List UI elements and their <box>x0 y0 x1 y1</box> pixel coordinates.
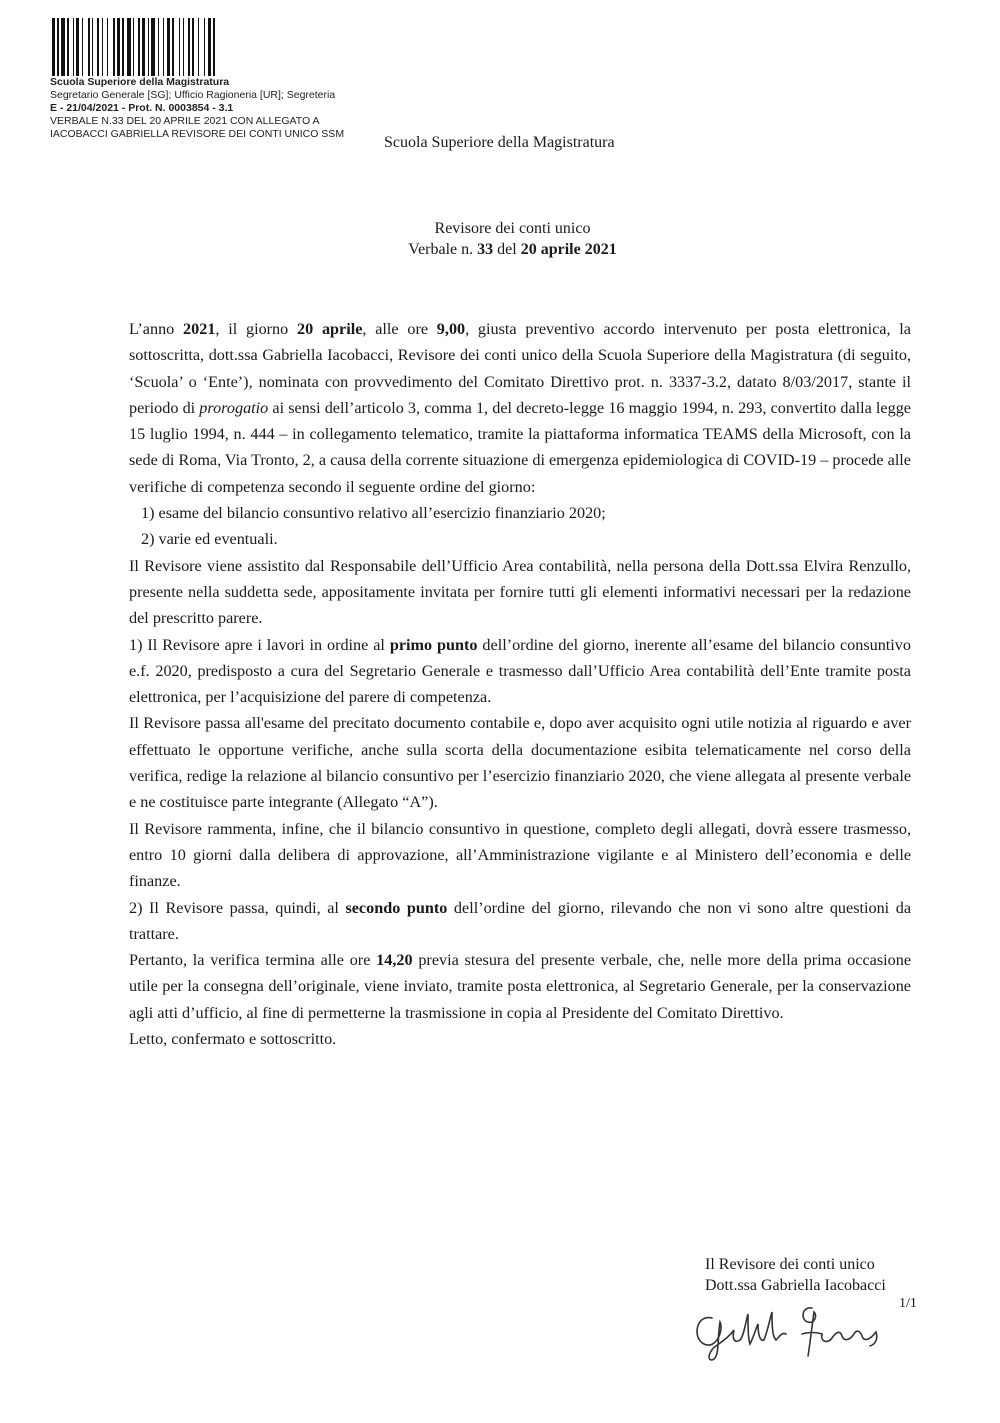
paragraph-conclusion: Pertanto, la verifica termina alle ore 14,20 previa stesura del presente verbale, che, nelle more della prima occasione utile per la consegna dell’originale, viene inviato, tramite posta elettronica, al Segretario Generale, per la conservazione agli atti d’ufficio, al fine di permetterne la trasmissione in copia al Presidente del Comitato Direttivo. <box>129 951 911 1022</box>
stamp-organization: Scuola Superiore della Magistratura <box>50 76 230 88</box>
paragraph-second-point: 2) Il Revisore passa, quindi, al secondo punto dell’ordine del giorno, rilevando che non vi sono altre questioni da trattare. <box>129 898 912 943</box>
signatory-role: Il Revisore dei conti unico <box>705 1256 875 1273</box>
signatory-name: Dott.ssa Gabriella Iacobacci <box>705 1277 886 1294</box>
document-body <box>129 316 911 1052</box>
stamp-offices: Segretario Generale [SG]; Ufficio Ragioneria [UR]; Segreteria <box>50 89 336 101</box>
verbale-number: 33 <box>477 241 494 258</box>
agenda-item-2: 2) varie ed eventuali. <box>141 530 278 549</box>
title-mid: del <box>493 241 521 258</box>
title-verbale <box>340 239 685 260</box>
document-title <box>340 218 685 260</box>
protocol-stamp <box>50 18 390 141</box>
agenda-item-1: 1) esame del bilancio consuntivo relativo all’esercizio finanziario 2020; <box>141 504 606 523</box>
paragraph-closing: Letto, confermato e sottoscritto. <box>129 1030 337 1049</box>
paragraph-transmission: Il Revisore rammenta, infine, che il bilancio consuntivo in questione, completo degli allegati, dovrà essere trasmesso, entro 10 giorni dalla delibera di approvazione, all’Amministrazione vigilante e al Ministero dell’economia e delle finanze. <box>129 819 911 891</box>
paragraph-assistance: Il Revisore viene assistito dal Responsabile dell’Ufficio Area contabilità, nella persona della Dott.ssa Elvira Renzullo, presente nella suddetta sede, appositamente invitata per fornire tutti gli elementi informativi necessari per la redazione del prescritto parere. <box>129 556 911 628</box>
barcode-icon <box>50 18 378 76</box>
stamp-protocol-number: E - 21/04/2021 - Prot. N. 0003854 - 3.1 <box>50 102 234 114</box>
verbale-date: 20 aprile 2021 <box>520 241 617 258</box>
page-number: 1/1 <box>899 1296 917 1311</box>
stamp-subject-line-2: IACOBACCI GABRIELLA REVISORE DEI CONTI UNICO SSM <box>50 128 345 140</box>
handwritten-signature <box>690 1300 890 1362</box>
stamp-subject-line-1: VERBALE N.33 DEL 20 APRILE 2021 CON ALLEGATO A <box>50 115 320 127</box>
signatory-block <box>705 1254 886 1296</box>
paragraph-examination: Il Revisore passa all'esame del precitato documento contabile e, dopo aver acquisito ogni utile notizia al riguardo e aver effettuato le opportune verifiche, anche sulla scorta della documentazione esibita telematicamente nel corso della verifica, redige la relazione al bilancio consuntivo per l’esercizio finanziario 2020, che viene allegata al presente verbale e ne costituisce parte integrante (Allegato “A”). <box>129 714 911 812</box>
title-role: Revisore dei conti unico <box>434 220 591 237</box>
paragraph-opening: L’anno 2021, il giorno 20 aprile, alle ore 9,00, giusta preventivo accordo intervenuto per posta elettronica, la sottoscritta, dott.ssa Gabriella Iacobacci, Revisore dei conti unico della Scuola Superiore della Magistratura (di seguito, ‘Scuola’ o ‘Ente’), nominata con provvedimento del Comitato Direttivo prot. n. 3337-3.2, datato 8/03/2017, stante il periodo di prorogatio ai sensi dell’articolo 3, comma 1, del decreto-legge 16 maggio 1994, n. 293, convertito dalla legge 15 luglio 1994, n. 444 – in collegamento telematico, tramite la piattaforma informatica TEAMS della Microsoft, con la sede di Roma, Via Tronto, 2, a causa della corrente situazione di emergenza epidemiologica di COVID-19 – procede alle verifiche di competenza secondo il seguente ordine del giorno: <box>129 320 911 496</box>
title-prefix: Verbale n. <box>408 241 478 258</box>
paragraph-first-point: 1) Il Revisore apre i lavori in ordine al primo punto dell’ordine del giorno, inerente all’esame del bilancio consuntivo e.f. 2020, predisposto a cura del Segretario Generale e trasmesso dall’Ufficio Area contabilità dell’Ente tramite posta elettronica, per l’acquisizione del parere di competenza. <box>129 635 911 707</box>
header-organization: Scuola Superiore della Magistratura <box>384 134 615 151</box>
